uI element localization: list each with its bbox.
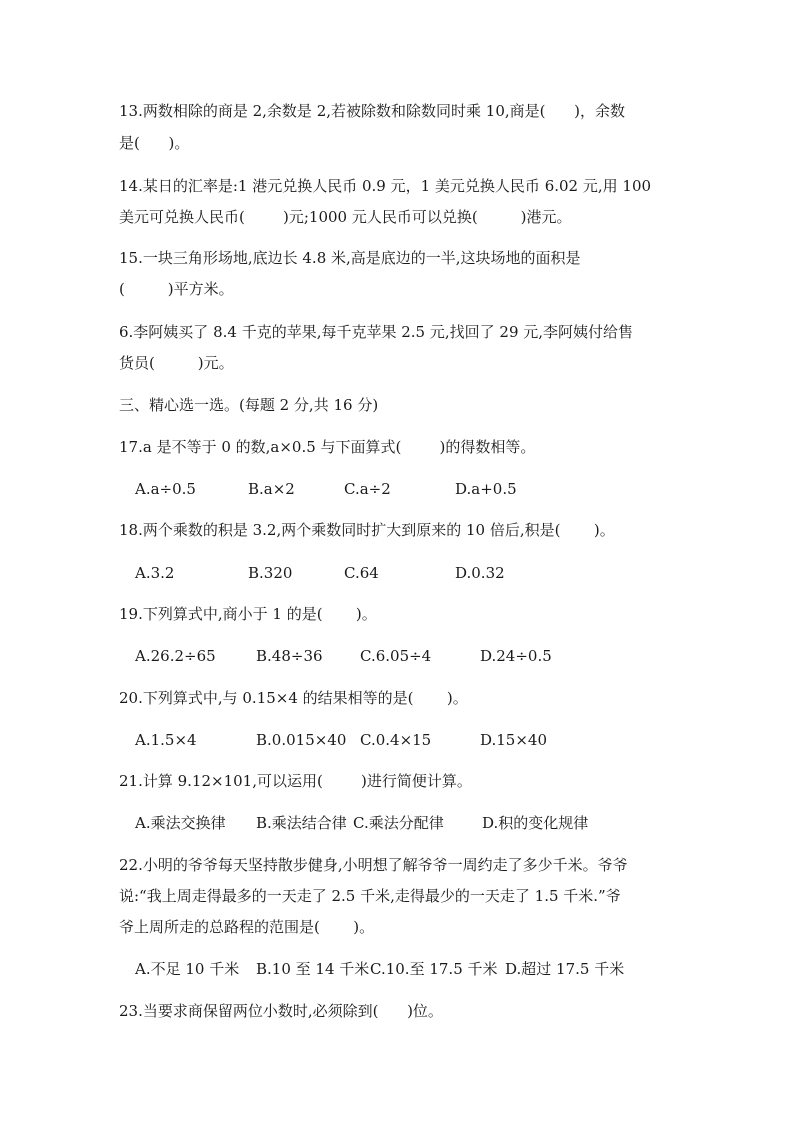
q17-option-a: A.a÷0.5 — [135, 480, 196, 498]
q17-option-b: B.a×2 — [248, 480, 295, 498]
q14-line2: 美元可兑换人民币( )元;1000 元人民币可以兑换( )港元。 — [119, 208, 572, 226]
q20-option-c: C.0.4×15 — [360, 731, 432, 749]
q13-line2: 是( )。 — [119, 134, 190, 152]
q18-option-a: A.3.2 — [135, 564, 175, 582]
q21-option-a: A.乘法交换律 — [135, 814, 226, 832]
q16-line1: 6.李阿姨买了 8.4 千克的苹果,每千克苹果 2.5 元,找回了 29 元,李阿姨付给售 — [119, 323, 634, 341]
q13-line1: 13.两数相除的商是 2,余数是 2,若被除数和除数同时乘 10,商是( )，余数 — [119, 102, 625, 120]
q22-option-b: B.10 至 14 千米 — [256, 960, 370, 978]
q21-text: 21.计算 9.12×101,可以运用( )进行简便计算。 — [119, 772, 472, 790]
q20-option-d: D.15×40 — [480, 731, 548, 749]
q17-option-c: C.a÷2 — [344, 480, 391, 498]
q15-line2: ( )平方米。 — [119, 280, 234, 298]
q19-option-b: B.48÷36 — [256, 647, 323, 665]
q20-text: 20.下列算式中,与 0.15×4 的结果相等的是( )。 — [119, 689, 468, 707]
q14-line1: 14.某日的汇率是:1 港元兑换人民币 0.9 元，1 美元兑换人民币 6.02 元,用 100 — [119, 177, 652, 195]
q16-line2: 货员( )元。 — [119, 354, 234, 372]
q17-text: 17.a 是不等于 0 的数,a×0.5 与下面算式( )的得数相等。 — [119, 438, 536, 456]
q15-line1: 15.一块三角形场地,底边长 4.8 米,高是底边的一半,这块场地的面积是 — [119, 249, 581, 267]
q21-option-d: D.积的变化规律 — [482, 814, 589, 832]
q22-option-d: D.超过 17.5 千米 — [505, 960, 625, 978]
q20-option-a: A.1.5×4 — [135, 731, 197, 749]
q19-option-a: A.26.2÷65 — [135, 647, 216, 665]
q21-option-c: C.乘法分配律 — [353, 814, 444, 832]
q22-option-c: C.10.至 17.5 千米 — [370, 960, 498, 978]
q18-option-d: D.0.32 — [455, 564, 505, 582]
q22-option-a: A.不足 10 千米 — [135, 960, 240, 978]
section3-title: 三、精心选一选。(每题 2 分,共 16 分) — [119, 396, 379, 414]
q19-option-c: C.6.05÷4 — [360, 647, 432, 665]
q18-option-c: C.64 — [344, 564, 379, 582]
q22-line1: 22.小明的爷爷每天坚持散步健身,小明想了解爷爷一周约走了多少千米。爷爷 — [119, 856, 628, 874]
q23-text: 23.当要求商保留两位小数时,必须除到( )位。 — [119, 1002, 443, 1020]
q18-option-b: B.320 — [248, 564, 293, 582]
q20-option-b: B.0.015×40 — [256, 731, 347, 749]
q22-line2: 说:“我上周走得最多的一天走了 2.5 千米,走得最少的一天走了 1.5 千米.”爷 — [119, 887, 621, 905]
q19-text: 19.下列算式中,商小于 1 的是( )。 — [119, 605, 377, 623]
q21-option-b: B.乘法结合律 — [256, 814, 347, 832]
q18-text: 18.两个乘数的积是 3.2,两个乘数同时扩大到原来的 10 倍后,积是( )。 — [119, 521, 615, 539]
q17-option-d: D.a+0.5 — [455, 480, 517, 498]
q19-option-d: D.24÷0.5 — [480, 647, 552, 665]
q22-line3: 爷上周所走的总路程的范围是( )。 — [119, 918, 375, 936]
